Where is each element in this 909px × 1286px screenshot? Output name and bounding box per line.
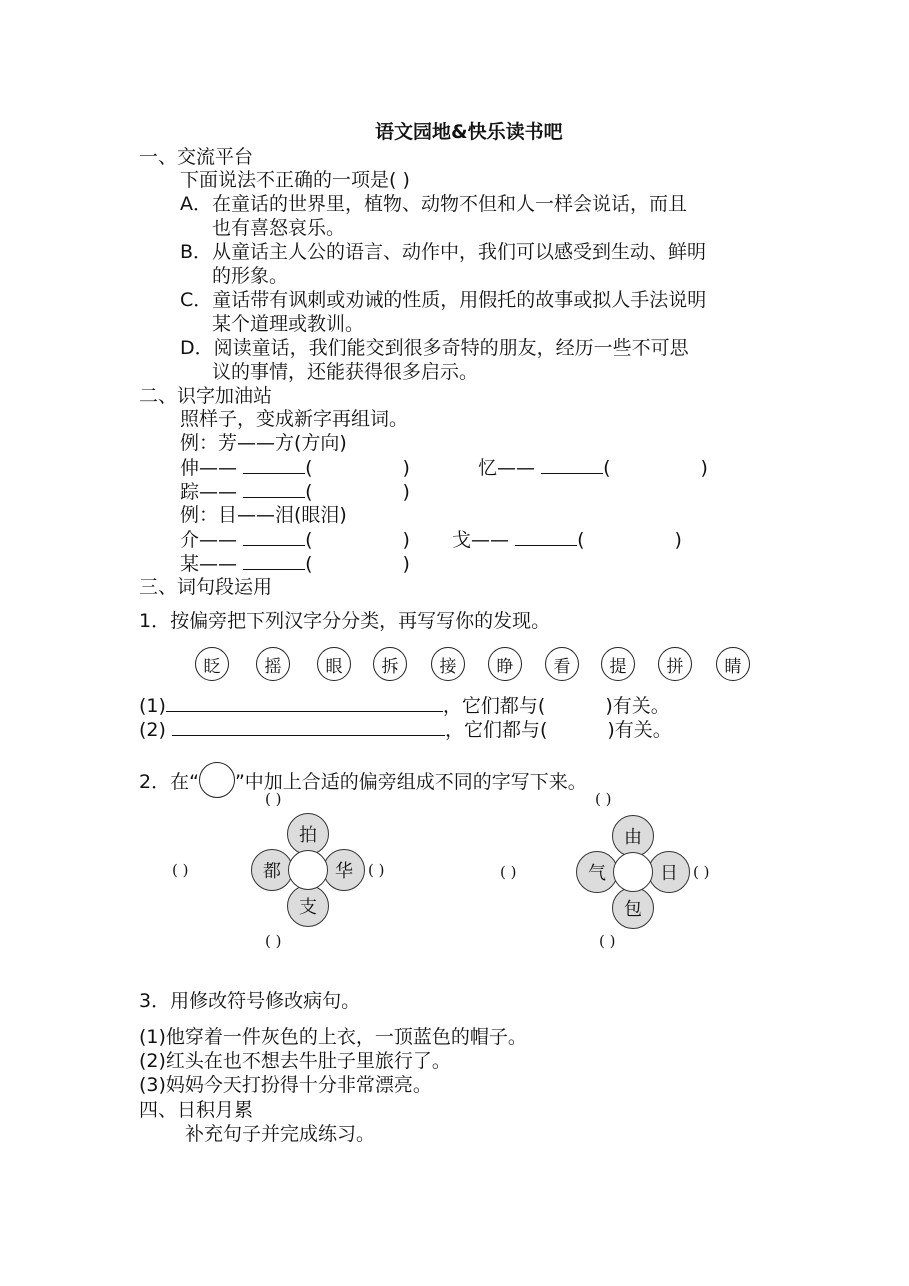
blank-paren: ( )	[368, 861, 385, 879]
flower-center	[613, 852, 653, 892]
section-1-heading: 一、交流平台	[139, 146, 254, 168]
s3-q3-item-2: (2)红头在也不想去牛肚子里旅行了。	[139, 1050, 451, 1072]
section-4-heading: 四、日积月累	[139, 1099, 254, 1121]
s2-row3-left: 介—— ( )	[180, 529, 410, 551]
s2-row1-left: 伸—— ( )	[180, 457, 410, 479]
char-circle: 拆	[373, 647, 407, 681]
char-circle: 眨	[195, 647, 229, 681]
s2-row1-right: 忆—— ( )	[478, 457, 708, 479]
char-circle: 看	[545, 647, 579, 681]
blank-paren: ( )	[693, 863, 710, 881]
s1-option-b-line1: B．从童话主人公的语言、动作中，我们可以感受到生动、鲜明	[180, 241, 707, 263]
flower-petal: 包	[612, 887, 654, 929]
s2-example-2: 例：目——泪(眼泪)	[180, 504, 347, 526]
s4-instruction: 补充句子并完成练习。	[185, 1123, 376, 1145]
s2-row3-right: 戈—— ( )	[452, 529, 682, 551]
s2-row2: 踪—— ( )	[180, 481, 410, 503]
blank-paren: ( )	[595, 790, 612, 808]
s3-q2: 2．在“ ”中加上合适的偏旁组成不同的字写下来。	[139, 762, 587, 798]
char-circle: 接	[431, 647, 465, 681]
flower-petal: 气	[576, 851, 618, 893]
flower-petal: 支	[287, 885, 329, 927]
char-circle: 摇	[256, 647, 290, 681]
s3-q1-line-1: (1) ，它们都与( )有关。	[139, 695, 670, 717]
s2-row4: 某—— ( )	[180, 553, 410, 575]
s2-instruction: 照样子，变成新字再组词。	[180, 408, 409, 430]
flower-petal: 华	[323, 849, 365, 891]
char-circle: 睁	[488, 647, 522, 681]
s3-q1-line-2: (2) ，它们都与( )有关。	[139, 719, 672, 741]
blank-paren: ( )	[265, 932, 282, 950]
page-title: 语文园地&快乐读书吧	[375, 121, 563, 143]
s3-q3: 3．用修改符号修改病句。	[139, 990, 361, 1012]
blank-paren: ( )	[599, 932, 616, 950]
flower-petal: 都	[251, 849, 293, 891]
s1-option-a-line2: 也有喜怒哀乐。	[212, 217, 346, 239]
s1-option-c-line1: C．童话带有讽刺或劝诫的性质，用假托的故事或拟人手法说明	[180, 289, 707, 311]
blank-paren: ( )	[265, 790, 282, 808]
char-circle: 睛	[716, 647, 750, 681]
s2-example-1: 例：芳——方(方向)	[180, 432, 347, 454]
s3-q3-item-3: (3)妈妈今天打扮得十分非常漂亮。	[139, 1074, 432, 1096]
char-circle: 拼	[658, 647, 692, 681]
section-2-heading: 二、识字加油站	[139, 385, 273, 407]
s1-option-c-line2: 某个道理或教训。	[212, 313, 365, 335]
blank-paren: ( )	[172, 861, 189, 879]
blank-paren: ( )	[500, 863, 517, 881]
s1-option-b-line2: 的形象。	[212, 265, 289, 287]
s1-option-a-line1: A．在童话的世界里，植物、动物不但和人一样会说话，而且	[180, 193, 687, 215]
s1-option-d-line2: 议的事情，还能获得很多启示。	[212, 361, 479, 383]
empty-circle-icon	[199, 762, 235, 798]
s3-q3-item-1: (1)他穿着一件灰色的上衣，一顶蓝色的帽子。	[139, 1026, 527, 1048]
char-circle: 提	[601, 647, 635, 681]
char-circle: 眼	[317, 647, 351, 681]
flower-center	[288, 850, 328, 890]
s1-option-d-line1: D．阅读童话，我们能交到很多奇特的朋友，经历一些不可思	[180, 337, 689, 359]
section-3-heading: 三、词句段运用	[139, 576, 273, 598]
flower-petal: 拍	[287, 813, 329, 855]
s3-q1: 1．按偏旁把下列汉字分分类，再写写你的发现。	[139, 610, 551, 632]
s1-question: 下面说法不正确的一项是( )	[180, 169, 410, 191]
flower-petal: 日	[648, 851, 690, 893]
flower-petal: 由	[612, 815, 654, 857]
